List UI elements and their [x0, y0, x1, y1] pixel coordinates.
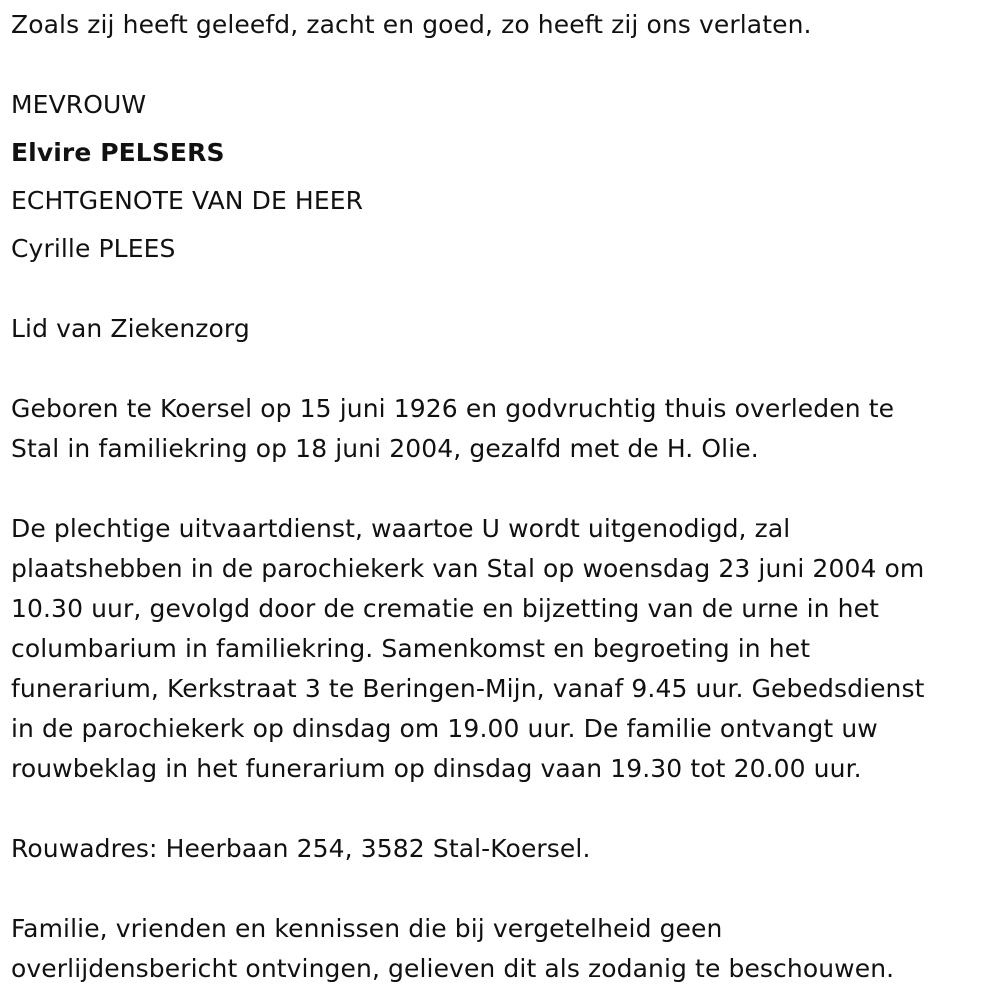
closing-line-1: Familie, vrienden en kennissen die bij vergetelheid geen [11, 914, 723, 943]
closing-line-2: overlijdensbericht ontvingen, gelieven dit als zodanig te beschouwen. [11, 954, 895, 983]
relation: ECHTGENOTE VAN DE HEER [11, 186, 364, 215]
service-line-5: funerarium, Kerkstraat 3 te Beringen-Mijn, vanaf 9.45 uur. Gebedsdienst [11, 674, 925, 703]
birth-death-line-1: Geboren te Koersel op 15 juni 1926 en godvruchtig thuis overleden te [11, 394, 895, 423]
service-line-3: 10.30 uur, gevolgd door de crematie en bijzetting van de urne in het [11, 594, 880, 623]
deceased-name: Elvire PELSERS [11, 138, 225, 167]
title: MEVROUW [11, 90, 147, 119]
service-line-1: De plechtige uitvaartdienst, waartoe U wordt uitgenodigd, zal [11, 514, 791, 543]
mourning-address: Rouwadres: Heerbaan 254, 3582 Stal-Koersel. [11, 834, 591, 863]
service-line-2: plaatshebben in de parochiekerk van Stal op woensdag 23 juni 2004 om [11, 554, 925, 583]
motto: Zoals zij heeft geleefd, zacht en goed, zo heeft zij ons verlaten. [11, 10, 812, 39]
membership: Lid van Ziekenzorg [11, 314, 250, 343]
birth-death-line-2: Stal in familiekring op 18 juni 2004, gezalfd met de H. Olie. [11, 434, 759, 463]
service-line-7: rouwbeklag in het funerarium op dinsdag vaan 19.30 tot 20.00 uur. [11, 754, 862, 783]
spouse-name: Cyrille PLEES [11, 234, 176, 263]
service-line-4: columbarium in familiekring. Samenkomst en begroeting in het [11, 634, 811, 663]
service-line-6: in de parochiekerk op dinsdag om 19.00 uur. De familie ontvangt uw [11, 714, 878, 743]
